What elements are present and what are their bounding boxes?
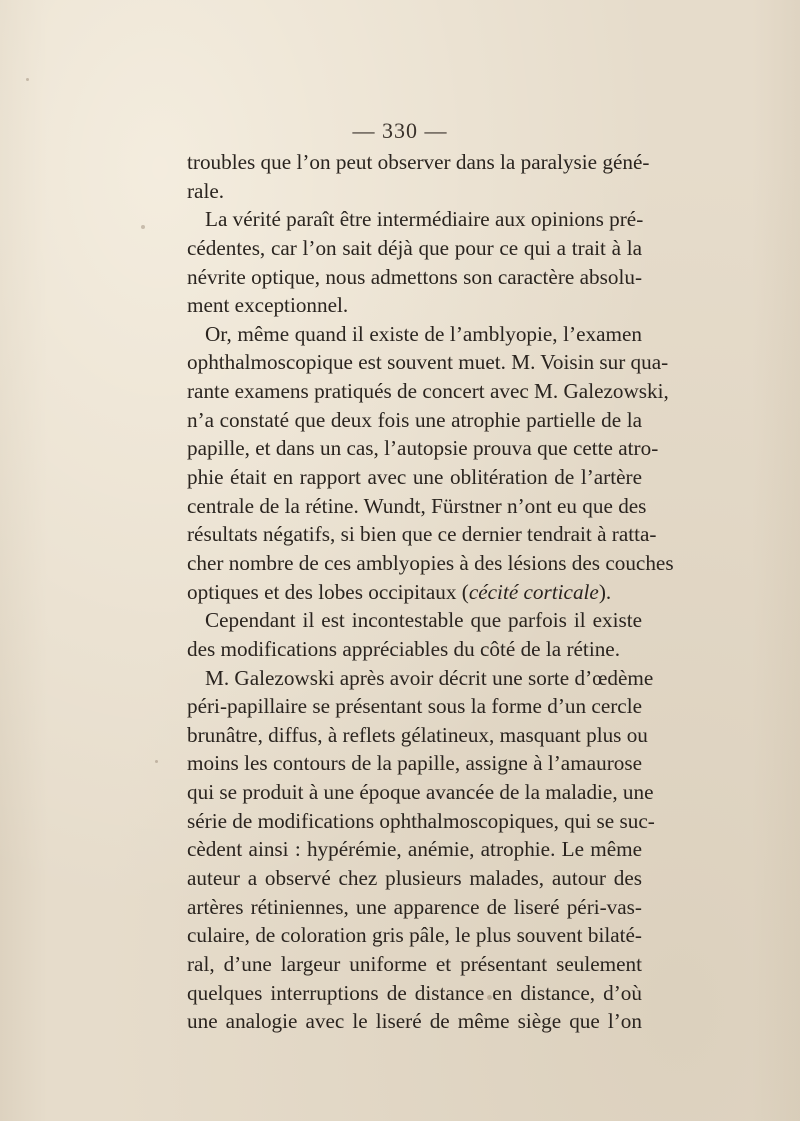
text-line: cédentes, car l’on sait déjà que pour ce qui a trait à la: [187, 235, 642, 260]
text-line: papille, et dans un cas, l’autopsie prouva que cette atro-: [187, 436, 659, 461]
text-line: phie était en rapport avec une oblitération de l’artère: [187, 465, 642, 490]
text-line: brunâtre, diffus, à reflets gélatineux, masquant plus ou: [187, 722, 648, 747]
text-segment: optiques et des lobes occipitaux (: [187, 579, 469, 604]
text-line: ral, d’une largeur uniforme et présentant seulement: [187, 951, 642, 976]
page-number: — 330 —: [352, 118, 448, 143]
paper-spot: [141, 225, 145, 229]
text-line: moins les contours de la papille, assigne à l’amaurose: [187, 751, 642, 776]
text-line: La vérité paraît être intermédiaire aux opinions pré-: [205, 207, 644, 232]
text-line: Or, même quand il existe de l’amblyopie, l’examen: [205, 321, 642, 346]
text-line: quelques interruptions de distance en distance, d’où: [187, 980, 642, 1005]
text-line: culaire, de coloration gris pâle, le plus souvent bilaté-: [187, 923, 642, 948]
text-line: des modifications appréciables du côté de la rétine.: [187, 636, 620, 661]
text-segment: ).: [598, 579, 612, 604]
text-line: péri-papillaire se présentant sous la forme d’un cercle: [187, 694, 642, 719]
text-line: rale.: [187, 178, 225, 203]
paper-spot: [487, 995, 492, 1000]
paper-spot: [26, 78, 29, 81]
text-line: résultats négatifs, si bien que ce dernier tendrait à ratta-: [187, 522, 657, 547]
text-line: névrite optique, nous admettons son caractère absolu-: [187, 264, 642, 289]
text-line: n’a constaté que deux fois une atrophie partielle de la: [187, 407, 642, 432]
text-line: Cependant il est incontestable que parfois il existe: [205, 608, 642, 633]
paper-spot: [155, 760, 158, 763]
text-line-with-italic: [187, 578, 642, 607]
text-line: ophthalmoscopique est souvent muet. M. Voisin sur qua-: [187, 350, 669, 375]
text-line: cher nombre de ces amblyopies à des lésions des couches: [187, 550, 674, 575]
text-line: série de modifications ophthalmoscopiques, qui se suc-: [187, 808, 655, 833]
text-line: cèdent ainsi : hypérémie, anémie, atrophie. Le même: [187, 837, 642, 862]
text-line: rante examens pratiqués de concert avec M. Galezowski,: [187, 379, 669, 404]
text-line: ment exceptionnel.: [187, 293, 349, 318]
body-text: [187, 148, 674, 1036]
text-line: qui se produit à une époque avancée de la maladie, une: [187, 780, 654, 805]
text-line: troubles que l’on peut observer dans la paralysie géné-: [187, 150, 650, 174]
text-line: une analogie avec le liseré de même siège que l’on: [187, 1009, 642, 1034]
text-line: M. Galezowski après avoir décrit une sorte d’œdème: [205, 665, 654, 690]
text-line: auteur a observé chez plusieurs malades, autour des: [187, 866, 642, 891]
text-line: artères rétiniennes, une apparence de liseré péri-vas-: [187, 894, 642, 919]
italic-term: cécité corticale: [468, 579, 599, 604]
text-line: centrale de la rétine. Wundt, Fürstner n’ont eu que des: [187, 493, 647, 518]
